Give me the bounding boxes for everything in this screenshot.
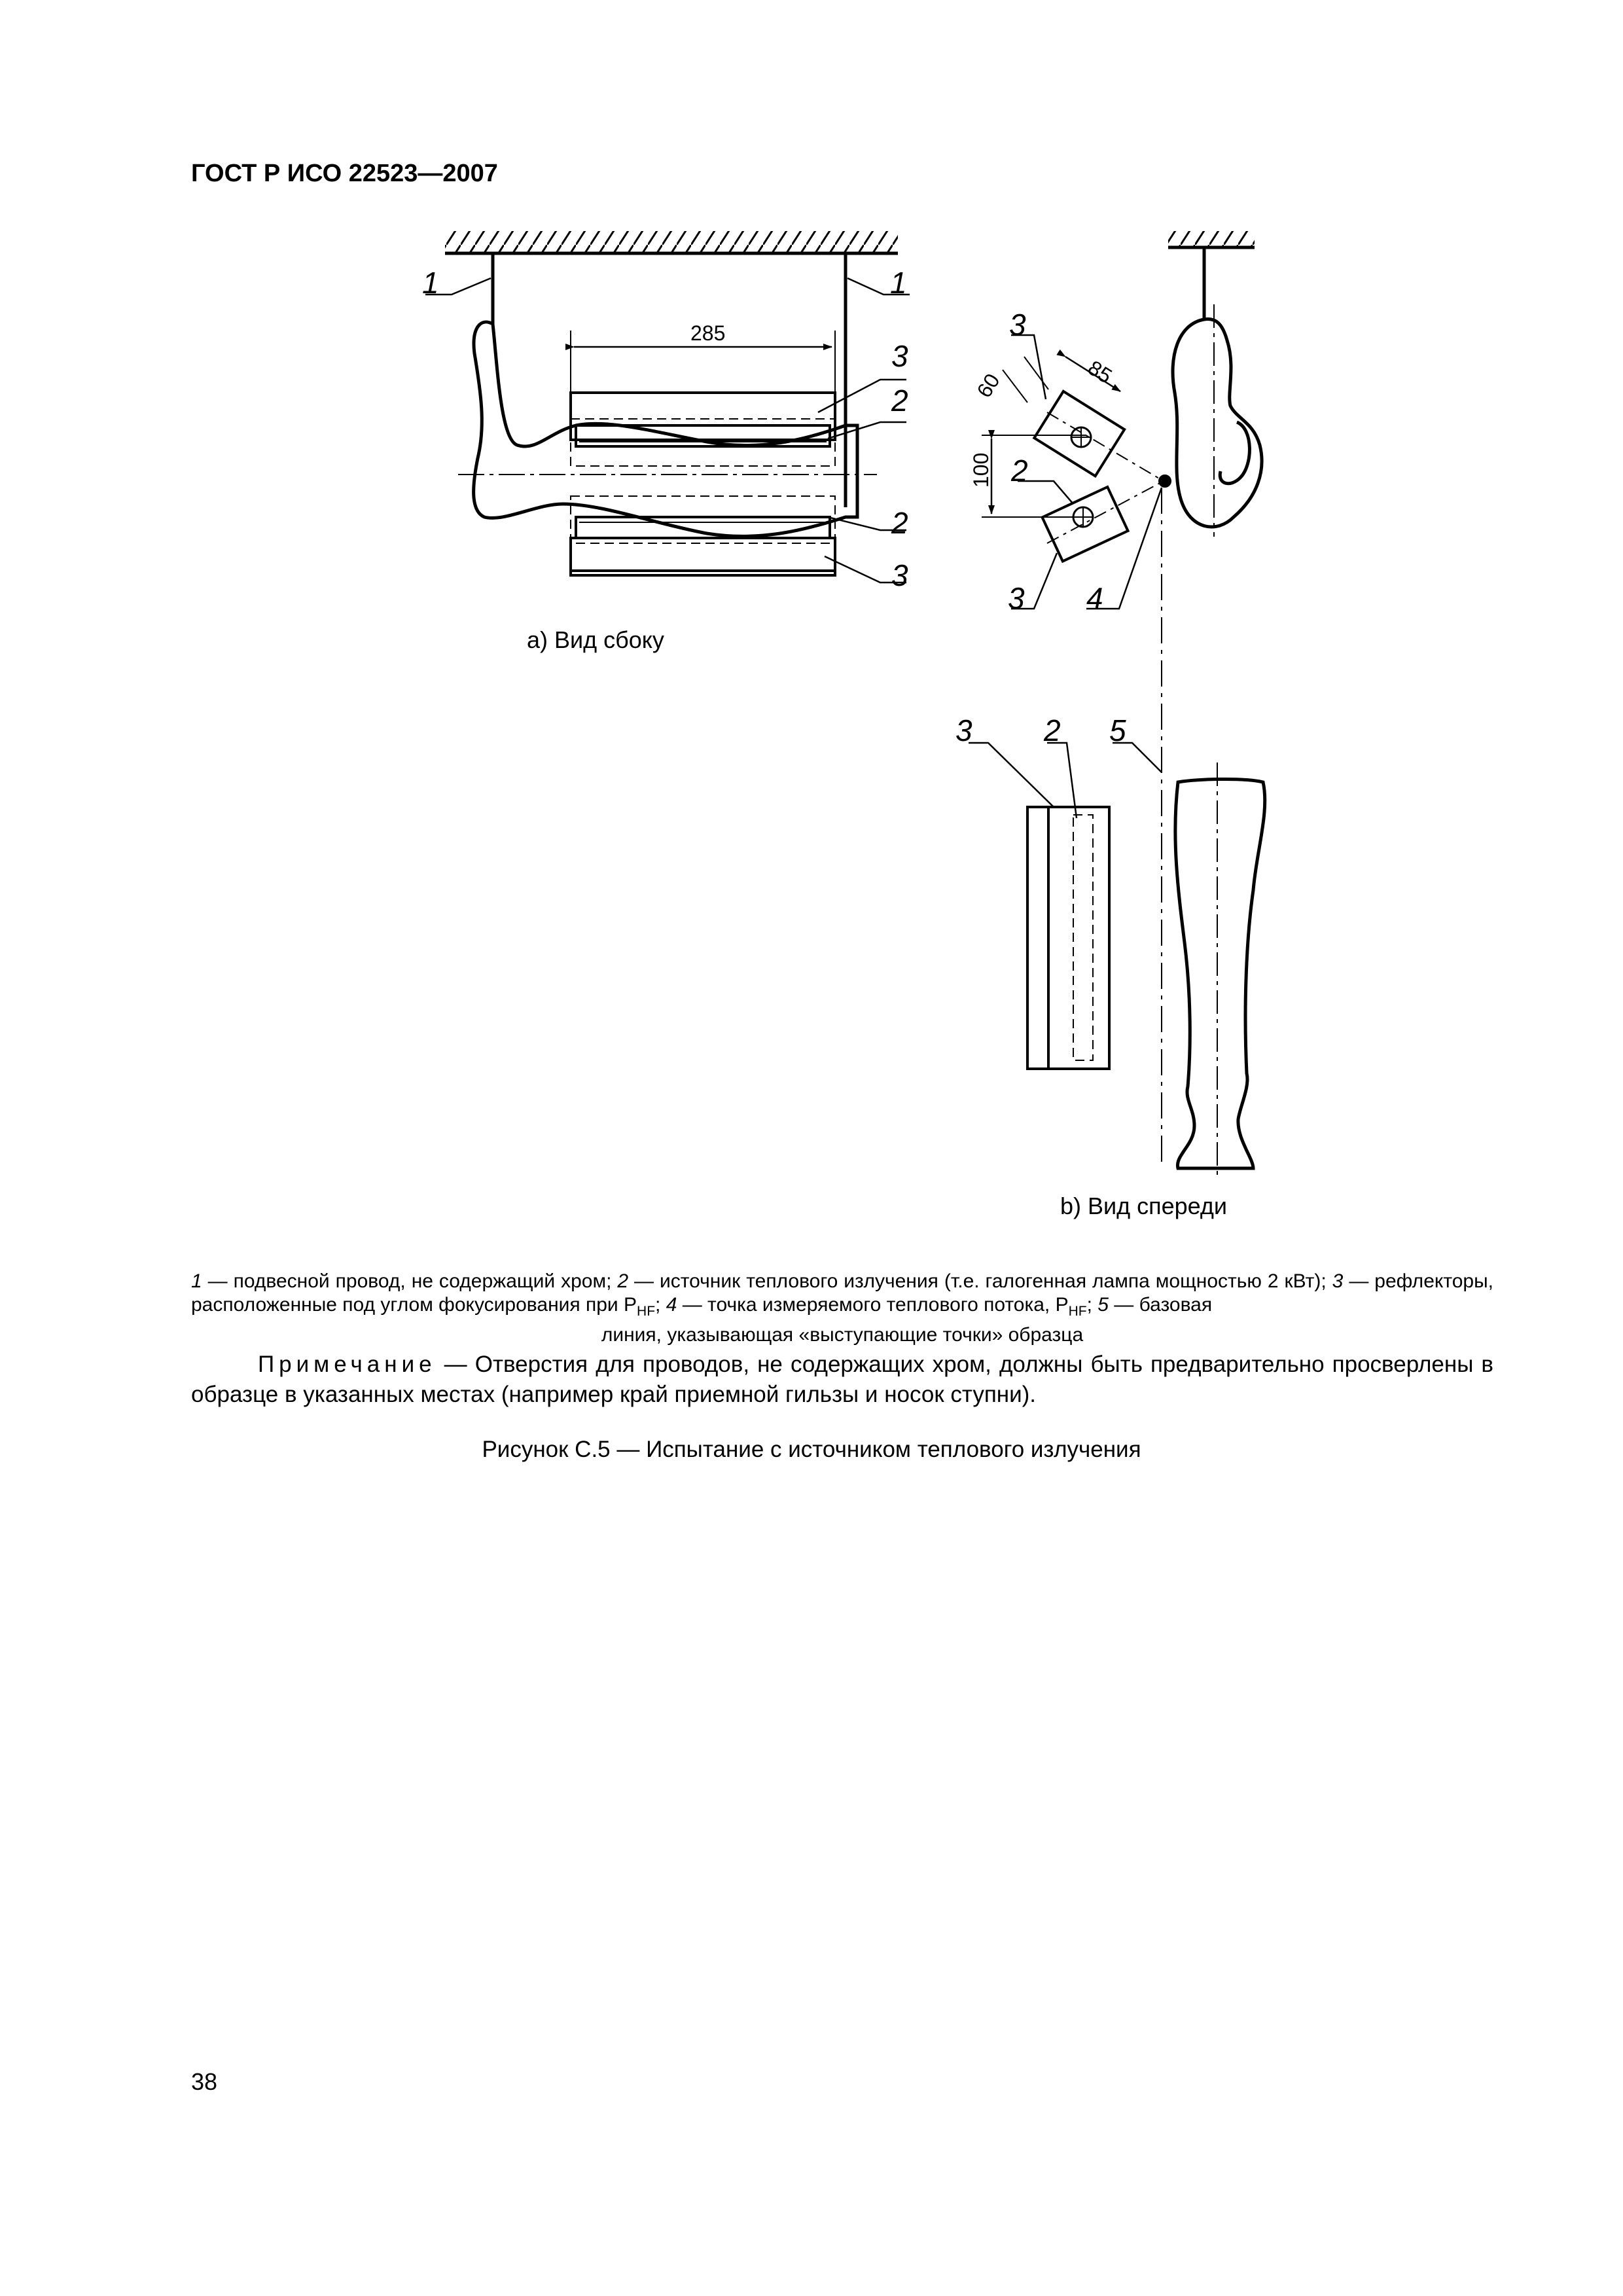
ceiling-hatch-a	[445, 231, 898, 252]
note-paragraph	[191, 1350, 1493, 1410]
limb-outline-a	[474, 322, 857, 536]
lamp-front-dashed	[1073, 815, 1093, 1060]
document-header: ГОСТ Р ИСО 22523—2007	[191, 160, 498, 187]
reflector-upper-b	[1034, 391, 1124, 476]
reflector-lower-b	[1043, 487, 1128, 562]
view-b-front-bottom	[969, 743, 1265, 1178]
dim-85-text: 85	[1084, 355, 1116, 388]
dim-285-text: 285	[690, 321, 726, 345]
ceiling-hatch-b	[1168, 231, 1255, 247]
label-3-b-bottom: 3	[1008, 581, 1025, 615]
dim-100-text: 100	[969, 452, 993, 488]
label-2-a-bottom: 2	[891, 506, 908, 540]
reflector-top	[571, 393, 835, 440]
reflector-bottom-dashed	[571, 496, 835, 543]
view-b-caption: b) Вид спереди	[1060, 1193, 1228, 1219]
lamp-top	[576, 425, 830, 446]
figure-caption: Рисунок С.5 — Испытание с источником теплового излучения	[482, 1437, 1141, 1462]
note-label: Примечание	[258, 1352, 437, 1377]
label-3-a-bottom: 3	[891, 558, 908, 592]
measurement-point	[1160, 476, 1170, 486]
label-2-a-top: 2	[891, 384, 908, 418]
reflector-front	[1027, 807, 1109, 1069]
label-4: 4	[1086, 581, 1103, 615]
label-3-b-front: 3	[955, 713, 972, 747]
view-a-caption: a) Вид сбоку	[527, 626, 664, 653]
label-2-b-front: 2	[1044, 713, 1061, 747]
label-3-b-top: 3	[1009, 308, 1026, 342]
leg-outline-b	[1175, 779, 1265, 1168]
dim-60-text: 60	[972, 369, 1005, 402]
page-number: 38	[191, 2068, 218, 2095]
limb-section-b	[1173, 319, 1262, 526]
lamp-bottom	[576, 517, 830, 538]
view-a-side	[445, 231, 898, 575]
label-5: 5	[1109, 713, 1126, 747]
legend-line: 1 — подвесной провод, не содержащий хром; 2 — источник теплового излучения (т.е. галогенная лампа мощностью 2 кВт); 3 — рефлекторы, расположенные под углом фокусирования при $P_{HF}$; 4 — точка измеряемого теплового потока, $P_{HF}$; 5 — базовая	[191, 1270, 1494, 1319]
note-text: — Отверстия для проводов, не содержащих хром, должны быть предварительно просверлены в образце в указанных местах (например край приемной гильзы и носок ступни).	[191, 1352, 1493, 1407]
label-2-b: 2	[1011, 454, 1028, 488]
figure-legend	[191, 1270, 1493, 1347]
label-1-left: 1	[422, 266, 439, 300]
label-3-a-top: 3	[891, 339, 908, 373]
legend-last-line: линия, указывающая «выступающие точки» образца	[601, 1324, 1084, 1346]
view-b-front-top	[982, 231, 1262, 1165]
label-1-right: 1	[890, 266, 907, 300]
